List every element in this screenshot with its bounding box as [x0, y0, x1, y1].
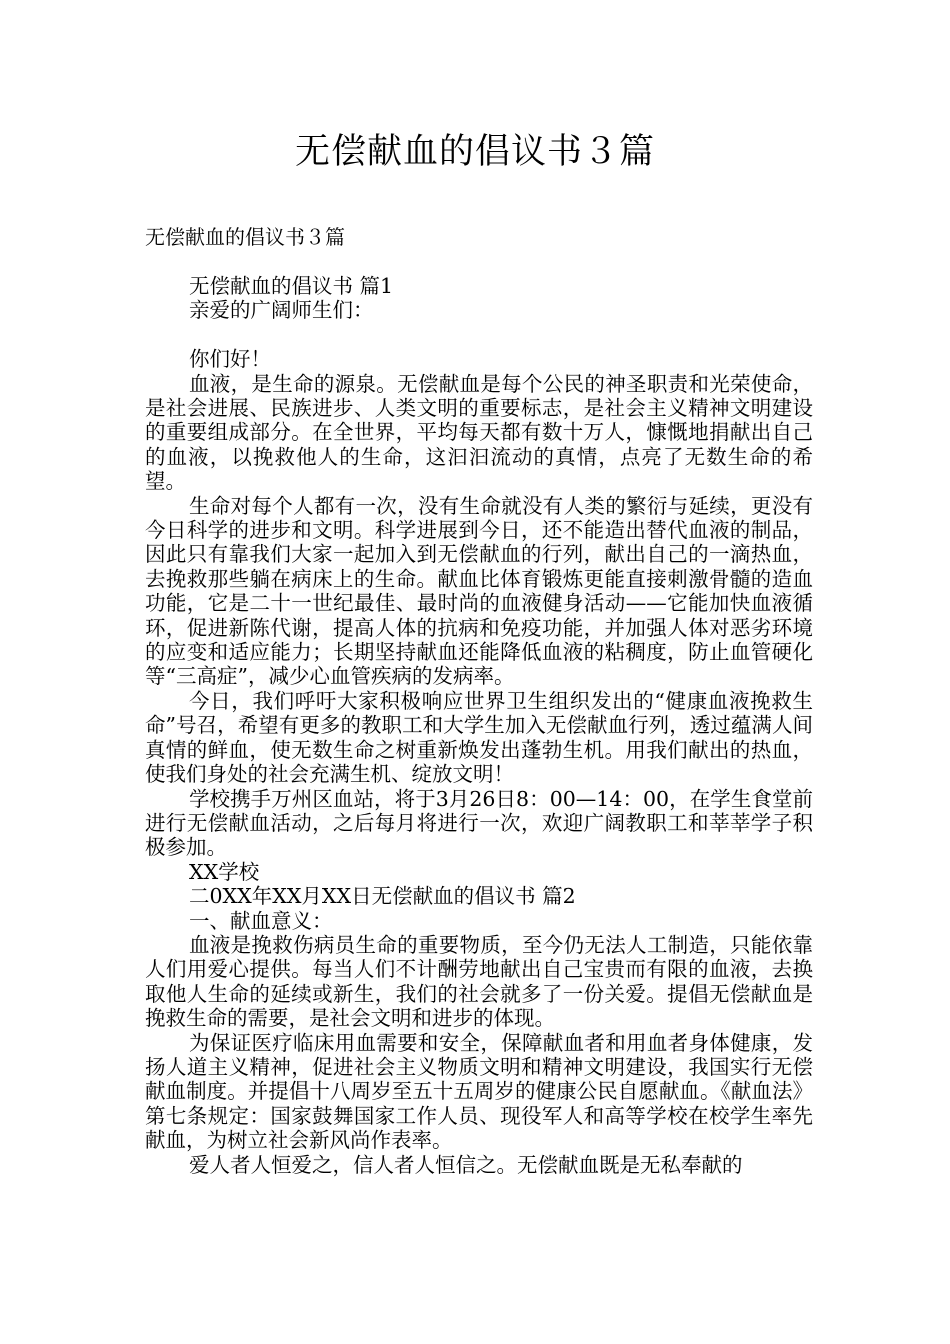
paragraph: 今日，我们呼吁大家积极响应世界卫生组织发出的“健康血液挽救生命”号召，希望有更多的教职工和大学生加入无偿献血行列，透过蕴满人间真情的鲜血，使无数生命之树重新焕发出蓬勃生机。用我们献出的热血，使我们身处的社会充满生机、绽放文明！ [145, 688, 813, 787]
section1-heading: 无偿献血的倡议书 篇1 [189, 274, 394, 298]
salutation: 亲爱的广阔师生们： [189, 298, 374, 323]
paragraph: 生命对每个人都有一次，没有生命就没有人类的繁衍与延续，更没有今日科学的进步和文明。科学进展到今日，还不能造出替代血液的制品，因此只有靠我们大家一起加入到无偿献血的行列，献出自己的一滴热血，去挽救那些躺在病床上的生命。献血比体育锻炼更能直接刺激骨髓的造血功能，它是二十一世纪最佳、最时尚的血液健身活动——它能加快血液循环，促进新陈代谢，提高人体的抗病和免疫功能，并加强人体对恶劣环境的应变和适应能力；长期坚持献血还能降低血液的粘稠度，防止血管硬化等“三高症”，减少心血管疾病的发病率。 [145, 493, 813, 689]
greeting: 你们好！ [189, 347, 271, 372]
document-title: 无偿献血的倡议书３篇 [294, 132, 655, 172]
signature: XX学校 [189, 859, 260, 884]
document-subtitle: 无偿献血的倡议书３篇 [145, 225, 345, 249]
section2-subheading: 一、献血意义： [189, 908, 333, 933]
blank-line [145, 323, 813, 347]
date-and-section2-heading: 二0XX年XX月XX日无偿献血的倡议书 篇2 [189, 884, 576, 909]
document-body [145, 274, 813, 1177]
paragraph: 血液，是生命的源泉。无偿献血是每个公民的神圣职责和光荣使命，是社会进展、民族进步、人类文明的重要标志，是社会主义精神文明建设的重要组成部分。在全世界，平均每天都有数十万人，慷慨地捐献出自己的血液，以挽救他人的生命，这汩汩流动的真情，点亮了无数生命的希望。 [145, 371, 813, 494]
paragraph: 为保证医疗临床用血需要和安全，保障献血者和用血者身体健康，发扬人道主义精神，促进社会主义物质文明和精神文明建设，我国实行无偿献血制度。并提倡十八周岁至五十五周岁的健康公民自愿献血。《献血法》第七条规定：国家鼓舞国家工作人员、现役军人和高等学校在校学生率先献血，为树立社会新风尚作表率。 [145, 1030, 813, 1153]
paragraph: 爱人者人恒爱之，信人者人恒信之。无偿献血既是无私奉献的 [189, 1152, 743, 1177]
paragraph: 血液是挽救伤病员生命的重要物质，至今仍无法人工制造，只能依靠人们用爱心提供。每当人们不计酬劳地献出自己宝贵而有限的血液，去换取他人生命的延续或新生，我们的社会就多了一份关爱。提倡无偿献血是挽救生命的需要，是社会文明和进步的体现。 [145, 932, 813, 1031]
paragraph: 学校携手万州区血站，将于3月26日8：00—14：00，在学生食堂前进行无偿献血活动，之后每月将进行一次，欢迎广阔教职工和莘莘学子积极参加。 [145, 786, 813, 860]
